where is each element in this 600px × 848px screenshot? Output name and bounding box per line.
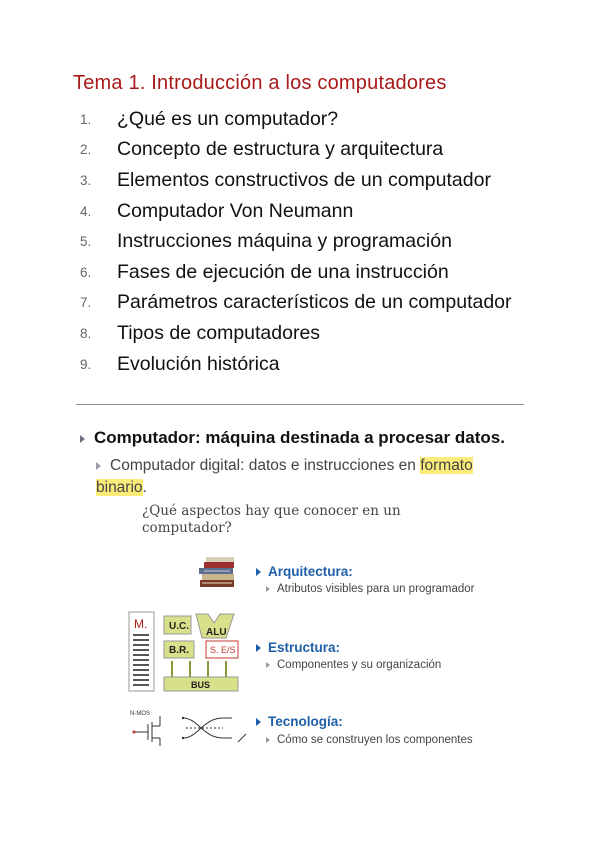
sub-bullet-text: Computador digital: datos e instrucciones en [110, 457, 421, 474]
toc-number: 9. [80, 356, 92, 372]
toc-text: Tipos de computadores [117, 321, 321, 344]
aspect-title-arquitectura [256, 564, 353, 579]
aspect-title-estructura [256, 640, 340, 655]
toc-number: 1. [80, 111, 92, 127]
br-label: B.R. [169, 645, 189, 656]
aspect-title-text: Estructura: [268, 640, 341, 655]
bullet-arrow-icon [266, 662, 270, 668]
main-bullet-text: Computador: máquina destinada a procesar datos. [94, 428, 505, 447]
aspect-title-text: Tecnología: [268, 714, 343, 729]
toc-item [80, 288, 512, 319]
aspect-sub-text: Atributos visibles para un programador [277, 583, 475, 595]
bullet-arrow-icon [256, 568, 261, 576]
aspect-sub-arquitectura [266, 583, 475, 595]
toc-number: 8. [80, 325, 92, 341]
bullet-arrow-icon [266, 586, 270, 592]
toc-number: 3. [80, 172, 92, 188]
toc-item [80, 349, 512, 380]
toc-item [80, 318, 512, 349]
page-title: Tema 1. Introducción a los computadores [73, 72, 447, 94]
toc-text: ¿Qué es un computador? [117, 107, 339, 130]
toc-item [80, 165, 512, 196]
uc-label: U.C. [169, 621, 189, 632]
bus-label: BUS [191, 680, 211, 690]
toc-item [80, 196, 512, 227]
toc-text: Evolución histórica [117, 352, 280, 375]
block-diagram-icon [128, 611, 240, 693]
es-label: S. E/S [210, 645, 236, 655]
bullet-arrow-icon [266, 737, 270, 743]
toc-text: Elementos constructivos de un computador [117, 168, 491, 191]
alu-label: ALU [206, 627, 227, 638]
aspect-sub-tecnologia [266, 734, 473, 746]
toc-item [80, 257, 512, 288]
toc-text: Fases de ejecución de una instrucción [117, 260, 449, 283]
toc-text: Concepto de estructura y arquitectura [117, 138, 444, 161]
aspect-sub-text: Cómo se construyen los componentes [277, 734, 473, 746]
highlight-binario: binario [96, 479, 143, 496]
section-divider [76, 404, 524, 405]
aspect-title-text: Arquitectura: [268, 564, 353, 579]
toc-item [80, 226, 512, 257]
aspect-title-tecnologia [256, 714, 343, 729]
toc-number: 7. [80, 295, 92, 311]
toc-number: 6. [80, 264, 92, 280]
toc-text: Instrucciones máquina y programación [117, 230, 452, 253]
toc-item [80, 104, 512, 135]
toc-number: 4. [80, 203, 92, 219]
aspect-sub-text: Componentes y su organización [277, 659, 442, 671]
toc-number: 5. [80, 234, 92, 250]
bullet-arrow-icon [256, 718, 261, 726]
toc-item [80, 135, 512, 166]
bullet-arrow-icon [80, 435, 85, 443]
table-of-contents [80, 104, 512, 379]
toc-text: Computador Von Neumann [117, 199, 354, 222]
books-icon [196, 556, 240, 590]
bullet-arrow-icon [96, 462, 101, 470]
highlight-formato: formato [420, 457, 473, 474]
circuit-icon [128, 708, 248, 748]
toc-text: Parámetros característicos de un computador [117, 291, 512, 314]
bullet-arrow-icon [256, 644, 261, 652]
nmos-label: N-MOS [130, 711, 150, 717]
question-text: ¿Qué aspectos hay que conocer en un computador? [142, 503, 401, 536]
aspect-sub-estructura [266, 659, 441, 671]
sub-bullet-end: . [142, 479, 147, 496]
main-bullet [80, 428, 505, 448]
sub-bullet [96, 455, 516, 499]
toc-number: 2. [80, 142, 92, 158]
memory-label: M. [134, 617, 148, 631]
